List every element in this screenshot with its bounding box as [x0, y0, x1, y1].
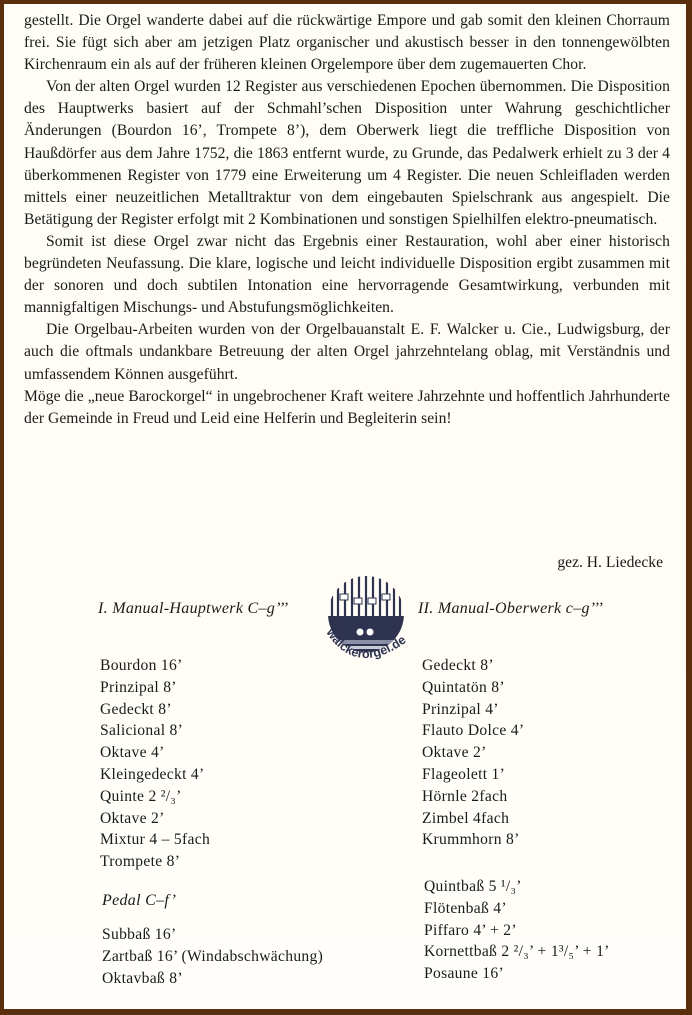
stop-item: Prinzipal 8’: [100, 678, 177, 696]
walcker-organ-logo-icon: [318, 574, 418, 686]
stop-item: Kleingedeckt 4’: [100, 765, 205, 783]
manual1-stop-list: [100, 655, 210, 873]
stop-item: Posaune 16’: [424, 965, 504, 983]
paragraph: Von der alten Orgel wurden 12 Register aus verschiedenen Epochen übernommen. Die Disposition des Hauptwerks basiert auf der Schmahl’schen Disposition unter Wahrung geschichtlicher Änderungen (Bourdon 16’, Trompete 8’), dem Oberwerk liegt die treffliche Disposition von Haußdörfer aus dem Jahre 1752, die 1863 entfernt wurde, zu Grunde, das Pedalwerk erhielt zu 3 der 4 überkommenen Register von 1779 eine Erweiterung um 4 Register. Die neuen Schleifladen werden mittels einer neuzeitlichen Metalltraktur von dem eingebauten Spielschrank aus angespielt. Die Betätigung der Register erfolgt mit 2 Kombinationen und sonstigen Spielhilfen elektro-pneumatisch.: [24, 78, 670, 228]
stop-item: Quintbaß 5 ¹/₃’: [424, 878, 522, 895]
stop-item: Kornettbaß 2 ²/₃’ + 1³/₅’ + 1’: [424, 943, 610, 961]
document-page: [4, 4, 686, 1009]
stop-item: Quinte 2 ²/₃’: [100, 787, 182, 805]
paragraph: Die Orgelbau-Arbeiten wurden von der Orgelbauanstalt E. F. Walcker u. Cie., Ludwigsburg, der auch die oftmals undankbare Betreuung der alten Orgel jahrzehntelang oblag, mit Verständnis und umfassendem Können ausgeführt.: [24, 321, 670, 383]
pedal-title: Pedal C–f’: [102, 892, 177, 909]
stop-item: Flauto Dolce 4’: [422, 722, 525, 740]
stop-item: Bourdon 16’: [100, 657, 183, 674]
manual2-title: II. Manual-Oberwerk c–g’’’: [418, 600, 604, 617]
stop-item: Krummhorn 8’: [422, 831, 520, 849]
body-text: [24, 10, 670, 430]
manual2-stop-list: [422, 655, 524, 851]
stop-item: Flötenbaß 4’: [424, 899, 507, 917]
pedal-stop-list-left: [102, 924, 323, 989]
stop-item: Zartbaß 16’ (Windabschwächung): [102, 947, 324, 965]
logo-text: walckerorgel.de: [323, 625, 409, 662]
stop-item: Flageolett 1’: [422, 765, 506, 783]
paragraph: Möge die „neue Barockorgel“ in ungebrochener Kraft weitere Jahrzehnte und hoffentlich Jahrhunderte der Gemeinde in Freud und Leid eine Helferin und Begleiterin sein!: [24, 387, 670, 427]
manual1-title: I. Manual-Hauptwerk C–g’’’: [98, 600, 289, 617]
stop-item: Zimbel 4fach: [422, 809, 510, 827]
paragraph: Somit ist diese Orgel zwar nicht das Ergebnis einer Restauration, wohl aber einer historisch begründeten Neufassung. Die klare, logische und leicht individuelle Disposition ergibt zusammen mit der sonoren und doch subtilen Intonation eine hervorragende Gesamtwirkung, verbunden mit mannigfaltigen Mischungs- und Abstufungsmöglichkeiten.: [24, 232, 670, 317]
stop-item: Hörnle 2fach: [422, 787, 508, 805]
signature: gez. H. Liedecke: [557, 554, 663, 571]
stop-item: Piffaro 4’ + 2’: [424, 921, 517, 939]
pedal-stop-list-right: [424, 876, 610, 985]
stop-item: Gedeckt 8’: [100, 700, 172, 718]
stop-item: Salicional 8’: [100, 722, 184, 740]
stop-item: Oktave 4’: [100, 744, 165, 762]
stop-item: Oktavbaß 8’: [102, 969, 183, 987]
stop-item: Oktave 2’: [422, 744, 487, 762]
stop-item: Oktave 2’: [100, 809, 165, 827]
stop-item: Subbaß 16’: [102, 926, 177, 943]
stop-item: Prinzipal 4’: [422, 700, 499, 718]
stop-item: Quintatön 8’: [422, 678, 505, 696]
stop-item: Trompete 8’: [100, 853, 181, 871]
paragraph: gestellt. Die Orgel wanderte dabei auf die rückwärtige Empore und gab somit den kleinen Chorraum frei. Sie fügt sich aber am jetzigen Platz organischer und akustisch besser in den tonnengewölbten Kirchenraum ein als auf der früheren kleinen Orgelempore über dem zugemauerten Chor.: [24, 12, 670, 74]
stop-item: Gedeckt 8’: [422, 657, 494, 674]
stop-item: Mixtur 4 – 5fach: [100, 831, 211, 849]
